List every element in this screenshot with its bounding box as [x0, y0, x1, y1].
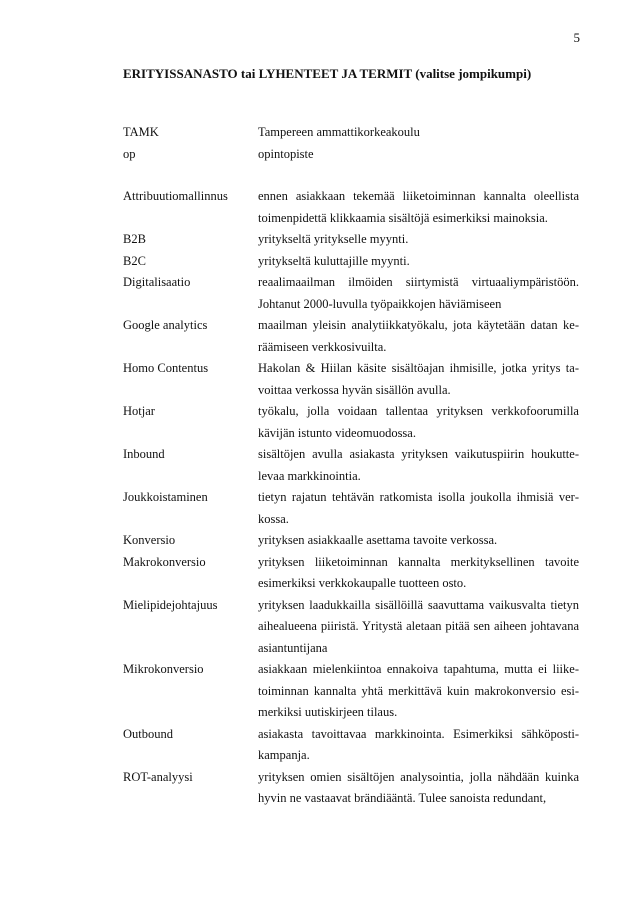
- glossary-entry: [123, 358, 579, 401]
- glossary-term: B2B: [123, 232, 146, 246]
- glossary-definition: yrityksen asiakkaalle asettama tavoite verkossa.: [258, 533, 498, 547]
- glossary-entry: [123, 122, 579, 144]
- glossary-definition: tietyn rajatun tehtävän ratkomista isolla joukolla ihmisiä verkossa.: [258, 490, 579, 526]
- glossary-entry: [123, 724, 579, 767]
- group-spacer: [123, 165, 579, 186]
- glossary-term: Homo Contentus: [123, 361, 209, 375]
- glossary-term: Digitalisaatio: [123, 275, 191, 289]
- glossary-definition: yrityksen liiketoiminnan kannalta merkityksellinen tavoite esimerkiksi verkkokaupalle tuotteen osto.: [258, 554, 579, 590]
- glossary-entry: [123, 444, 579, 487]
- glossary-term: Outbound: [123, 726, 173, 741]
- glossary-term: TAMK: [123, 125, 159, 139]
- glossary-term: Inbound: [123, 447, 165, 461]
- glossary-entry: [123, 144, 579, 166]
- glossary-entry: [123, 401, 579, 444]
- glossary-entry: [123, 229, 579, 251]
- glossary-definition: asiakkaan mielenkiintoa ennakoiva tapahtuma, mutta ei liiketoiminnan kannalta yhtä merkittävä kuin makrokonversio esimerkiksi uutiskirjeen tilaus.: [258, 662, 579, 719]
- glossary-term: op: [123, 146, 136, 161]
- glossary-term: Konversio: [123, 533, 176, 547]
- glossary-term: Mielipidejohtajuus: [123, 597, 218, 612]
- glossary-entry: [123, 659, 579, 724]
- glossary-definition: sisältöjen avulla asiakasta yrityksen vaikutuspiirin houkuttelevaa markkinointia.: [258, 447, 579, 483]
- glossary-definition: työkalu, jolla voidaan tallentaa yrityksen verkkofoorumilla kävijän istunto videomuodossa.: [258, 404, 579, 440]
- glossary-entry: [123, 595, 579, 660]
- glossary-definition: yrityksen omien sisältöjen analysointia, jolla nähdään kuinka hyvin ne vastaavat brändiääntä. Tulee sanoista redundant,: [258, 769, 579, 805]
- glossary-entry: [123, 487, 579, 530]
- glossary-entry: [123, 251, 579, 273]
- glossary-term: Joukkoistaminen: [123, 490, 208, 504]
- glossary-definition: opintopiste: [258, 146, 314, 161]
- glossary-definition: Tampereen ammattikorkeakoulu: [258, 125, 420, 139]
- glossary-definition: reaalimaailman ilmöiden siirtymistä virtuaaliympäristöön. Johtanut 2000-luvulla työpaikkojen häviämiseen: [258, 275, 579, 311]
- glossary-term: Mikrokonversio: [123, 662, 204, 676]
- glossary-definition: Hakolan & Hiilan käsite sisältöajan ihmisille, jotka yritys tavoittaa verkossa hyvän sisällön avulla.: [258, 361, 579, 397]
- glossary-definition: asiakasta tavoittavaa markkinointa. Esimerkiksi sähköpostikampanja.: [258, 726, 579, 762]
- glossary-term: ROT-analyysi: [123, 769, 193, 784]
- glossary-definition: ennen asiakkaan tekemää liiketoiminnan kannalta oleellista toimenpidettä klikkaamia sisältöjä esimerkiksi mainoksia.: [258, 189, 579, 225]
- glossary-definition: maailman yleisin analytiikkatyökalu, jota käytetään datan keräämiseen verkkosivuilta.: [258, 318, 579, 354]
- glossary-term: Google analytics: [123, 318, 208, 332]
- glossary-entry: [123, 767, 579, 810]
- glossary-term: Hotjar: [123, 404, 155, 418]
- glossary-entry: [123, 272, 579, 315]
- page-number: 5: [573, 30, 580, 45]
- glossary-term: B2C: [123, 253, 146, 268]
- glossary-term: Makrokonversio: [123, 554, 206, 569]
- glossary-entry: [123, 530, 579, 552]
- glossary-list: [123, 122, 579, 810]
- section-heading: ERITYISSANASTO tai LYHENTEET JA TERMIT (valitse jompikumpi): [123, 66, 532, 81]
- glossary-definition: yritykseltä yritykselle myynti.: [258, 232, 409, 246]
- glossary-definition: yrityksen laadukkailla sisällöillä saavuttama vaikusvalta tietyn aihealueena piiristä. Yritystä aletaan pitää sen aiheen johtavana asiantuntijana: [258, 597, 579, 655]
- glossary-entry: [123, 186, 579, 229]
- glossary-definition: yritykseltä kuluttajille myynti.: [258, 253, 410, 268]
- glossary-term: Attribuutiomallinnus: [123, 189, 228, 203]
- glossary-entry: [123, 315, 579, 358]
- glossary-entry: [123, 552, 579, 595]
